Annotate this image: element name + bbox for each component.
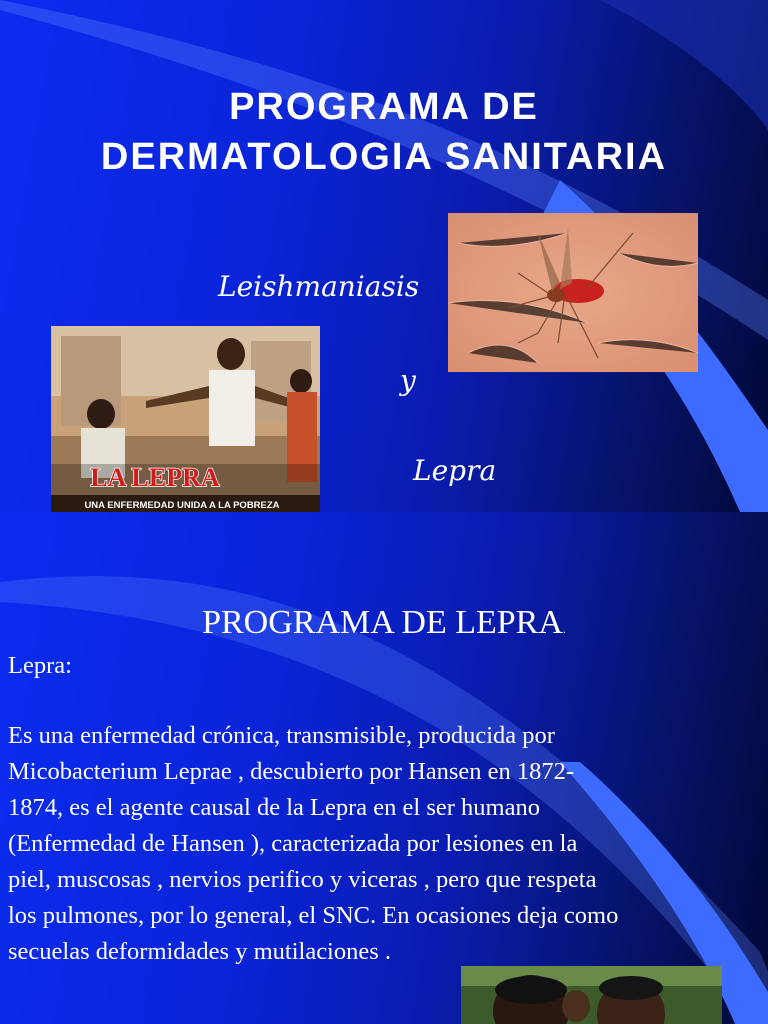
body-line: (Enfermedad de Hansen ), caracterizada por lesiones en la bbox=[8, 830, 578, 857]
lepra-label: Lepra bbox=[413, 454, 497, 487]
y-label: y bbox=[400, 364, 416, 397]
mosquito-photo bbox=[448, 213, 698, 372]
poster-subtitle-text: UNA ENFERMEDAD UNIDA A LA POBREZA bbox=[84, 500, 280, 511]
sandfly-image bbox=[448, 213, 698, 372]
title-line-2: DERMATOLOGIA SANITARIA bbox=[100, 136, 668, 178]
body-line: secuelas deformidades y mutilaciones . bbox=[8, 938, 392, 965]
slide-2-title-dot: . bbox=[562, 622, 566, 636]
slide-2 bbox=[0, 512, 768, 1024]
body-line: piel, muscosas , nervios perifico y viceras , pero que respeta bbox=[8, 866, 597, 893]
slide-2-title-text: PROGRAMA DE LEPRA bbox=[202, 604, 563, 641]
clinic-scene-image bbox=[51, 326, 320, 512]
body-line: 1874, es el agente causal de la Lepra en el ser humano bbox=[8, 794, 540, 821]
title-line-1: PROGRAMA DE bbox=[229, 86, 539, 128]
body-line: Es una enfermedad crónica, transmisible, producida por bbox=[8, 722, 555, 749]
leishmaniasis-label: Leishmaniasis bbox=[218, 270, 420, 303]
lepra-description bbox=[8, 718, 764, 970]
body-line: Micobacterium Leprae , descubierto por Hansen en 1872- bbox=[8, 758, 575, 785]
lepra-label: Lepra: bbox=[8, 652, 72, 679]
body-line: los pulmones, por lo general, el SNC. En ocasiones deja como bbox=[8, 902, 619, 929]
lepra-poster-photo bbox=[51, 326, 320, 512]
children-image bbox=[461, 966, 722, 1024]
children-photo bbox=[461, 966, 722, 1024]
slide-2-title bbox=[0, 604, 768, 642]
poster-title-text: LA LEPRA bbox=[90, 463, 220, 492]
